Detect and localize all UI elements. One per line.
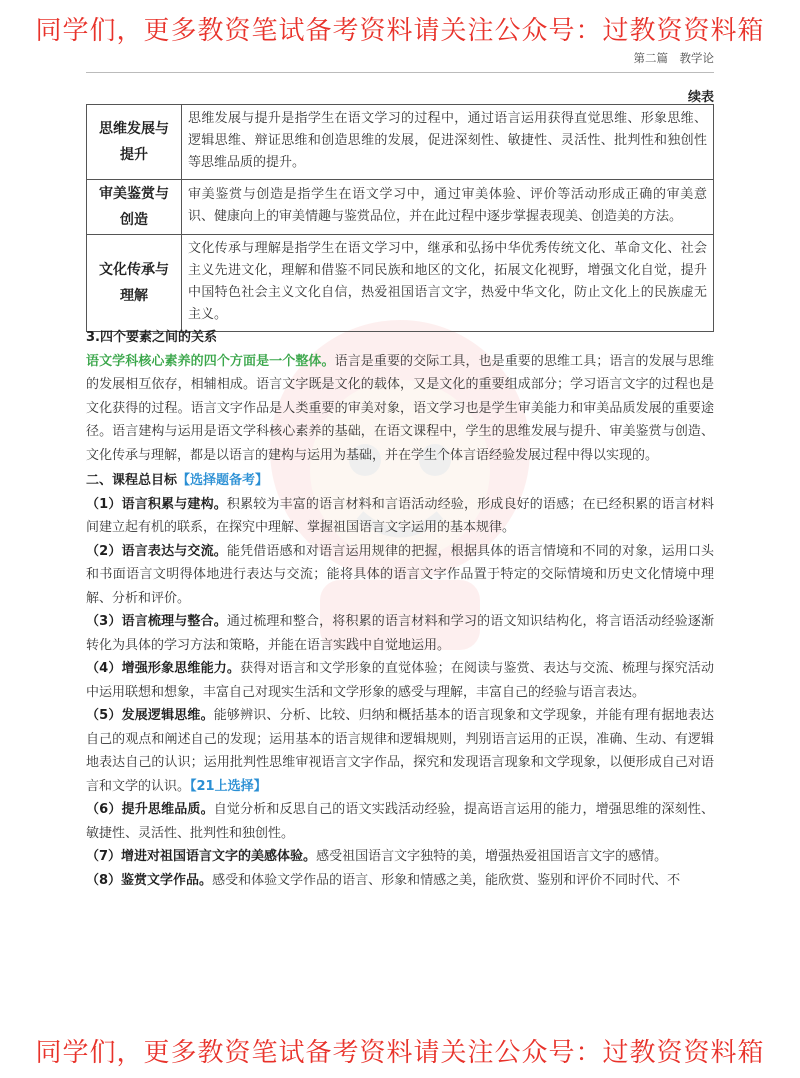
list-item <box>86 493 714 540</box>
item-text: 获得对语言和文学形象的直觉体验；在阅读与鉴赏、表达与交流、梳理与探究活动中运用联想和想象，丰富自己对现实生活和文学形象的感受与理解，丰富自己的经验与语言表达。 <box>86 661 714 700</box>
item-text: 感受和体验文学作品的语言、形象和情感之美，能欣赏、鉴别和评价不同时代、不 <box>212 872 681 888</box>
item-number: （4） <box>86 661 122 676</box>
bottom-banner: 同学们，更多教资笔试备考资料请关注公众号：过教资资料箱 <box>35 1038 765 1068</box>
row-value: 思维发展与提升是指学生在语文学习的过程中，通过语言运用获得直觉思维、形象思维、逻辑思维、辩证思维和创造思维的发展，促进深刻性、敏捷性、灵活性、批判性和独创性等思维品质的提升。 <box>182 105 714 180</box>
item-number: （5） <box>86 708 122 723</box>
row-key <box>87 105 182 180</box>
exam-tag: 【选择题备考】 <box>177 473 269 488</box>
item-number: （8） <box>86 872 122 888</box>
item-number: （2） <box>86 543 122 559</box>
paragraph <box>86 350 714 468</box>
list-item <box>86 704 714 798</box>
table-row <box>87 180 714 235</box>
item-title: 增强形象思维能力。 <box>121 661 241 676</box>
row-key-line1: 文化传承与 <box>99 262 169 278</box>
list-item <box>86 657 714 704</box>
item-text: 积累较为丰富的语言材料和言语活动经验，形成良好的语感；在已经积累的语言材料间建立起有机的联系，在探究中理解、掌握祖国语言文字运用的基本规律。 <box>86 496 714 535</box>
paragraph-body: 语言是重要的交际工具，也是重要的思维工具；语言的发展与思维的发展相互依存，相辅相成。语言文字既是文化的载体，又是文化的重要组成部分；学习语言文字的过程也是文化获得的过程。语言文字作品是人类重要的审美对象，语文学习也是学生审美能力和审美品质发展的重要途径。语言建构与运用是语文学科核心素养的基础，在语文课程中，学生的思维发展与提升、审美鉴赏与创造、文化传承与理解，都是以语言的建构与运用为基础，并在学生个体言语经验发展过程中得以实现的。 <box>86 353 714 463</box>
top-banner: 同学们，更多教资笔试备考资料请关注公众号：过教资资料箱 <box>35 16 765 46</box>
item-title: 鉴赏文学作品。 <box>121 872 213 888</box>
header-divider <box>86 72 714 73</box>
list-item <box>86 869 714 893</box>
row-key <box>87 235 182 332</box>
row-key-line1: 审美鉴赏与 <box>99 186 169 202</box>
list-item <box>86 540 714 611</box>
row-value: 审美鉴赏与创造是指学生在语文学习中，通过审美体验、评价等活动形成正确的审美意识、健康向上的审美情趣与鉴赏品位，并在此过程中逐步掌握表现美、创造美的方法。 <box>182 180 714 235</box>
item-title: 语言积累与建构。 <box>121 496 227 512</box>
exam-tag: 【21上选择】 <box>190 778 267 794</box>
item-text: 能凭借语感和对语言运用规律的把握，根据具体的语言情境和不同的对象，运用口头和书面语言文明得体地进行表达与交流；能将具体的语言文字作品置于特定的交际情境和历史文化情境中理解、分析和评价。 <box>86 543 714 606</box>
goals-heading <box>86 469 714 493</box>
table-row <box>87 105 714 180</box>
table-row <box>87 235 714 332</box>
row-key-line2: 理解 <box>120 288 148 304</box>
list-item <box>86 610 714 657</box>
item-title: 语言梳理与整合。 <box>121 614 227 629</box>
item-title: 发展逻辑思维。 <box>121 708 214 723</box>
list-item <box>86 798 714 845</box>
item-title: 语言表达与交流。 <box>121 543 227 559</box>
row-key-line2: 创造 <box>120 212 148 228</box>
row-key-line2: 提升 <box>120 147 148 163</box>
section-header: 第二篇 教学论 <box>633 51 714 65</box>
item-number: （7） <box>86 849 122 864</box>
continued-label: 续表 <box>687 90 714 105</box>
main-content <box>86 326 714 892</box>
item-number: （3） <box>86 614 122 629</box>
item-title: 增进对祖国语言文字的美感体验。 <box>121 849 317 864</box>
row-value: 文化传承与理解是指学生在语文学习中，继承和弘扬中华优秀传统文化、革命文化、社会主义先进文化，理解和借鉴不同民族和地区的文化，拓展文化视野，增强文化自觉，提升中国特色社会主义文化自信，热爱祖国语言文字，热爱中华文化，防止文化上的民族虚无主义。 <box>182 235 714 332</box>
item-number: （1） <box>86 496 122 512</box>
goals-title: 二、课程总目标 <box>86 473 178 488</box>
row-key-line1: 思维发展与 <box>99 121 169 137</box>
list-item <box>86 845 714 869</box>
literacy-table <box>86 104 714 332</box>
row-key <box>87 180 182 235</box>
item-text: 通过梳理和整合，将积累的语言材料和学习的语文知识结构化，将言语活动经验逐渐转化为具体的学习方法和策略，并能在语言实践中自觉地运用。 <box>86 614 714 653</box>
item-text: 自觉分析和反思自己的语文实践活动经验，提高语言运用的能力，增强思维的深刻性、敏捷性、灵活性、批判性和独创性。 <box>86 802 714 841</box>
item-number: （6） <box>86 802 122 817</box>
item-text: 感受祖国语言文字独特的美，增强热爱祖国语言文字的感情。 <box>316 849 668 864</box>
section-heading: 3.四个要素之间的关系 <box>86 330 217 345</box>
item-text: 能够辨识、分析、比较、归纳和概括基本的语言现象和文学现象，并能有理有据地表达自己的观点和阐述自己的发现；运用基本的语言规律和逻辑规则，判别语言运用的正误，准确、生动、有逻辑地表达自己的认识；运用批判性思维审视语言文字作品，探究和发现语言现象和文学现象，以便形成自己对语言和文学的认识。 <box>86 708 714 794</box>
item-title: 提升思维品质。 <box>121 802 214 817</box>
key-sentence: 语文学科核心素养的四个方面是一个整体。 <box>86 353 335 369</box>
